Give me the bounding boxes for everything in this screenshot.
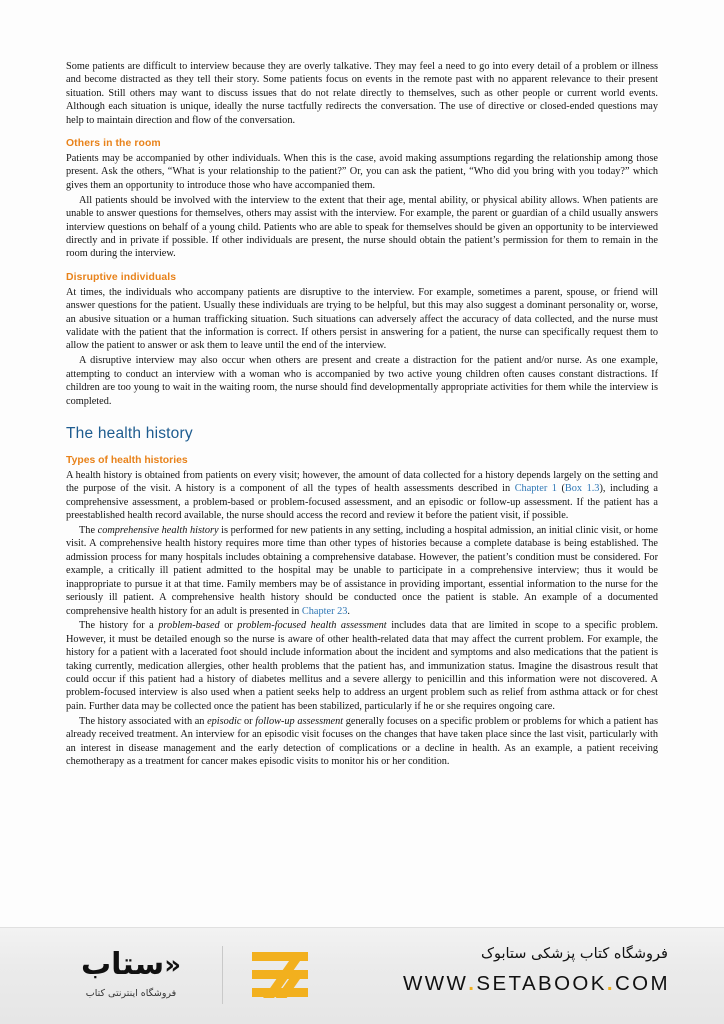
heading-types-of-health-histories: Types of health histories — [66, 454, 188, 466]
paragraph-health-history-overview — [66, 469, 658, 523]
cross-reference-chapter-23[interactable]: Chapter 23 — [301, 605, 348, 617]
paragraph-comprehensive-health-history — [66, 524, 658, 618]
footer-divider — [222, 946, 223, 1004]
text-segment: The — [79, 525, 98, 537]
logo-wordmark-text: ستاب — [81, 947, 165, 982]
text-segment: The history associated with an — [79, 715, 208, 727]
text-segment: . — [347, 605, 350, 617]
setabook-logo-farsi — [56, 948, 206, 999]
paragraph-others-accompanying: Patients may be accompanied by other individuals. When this is the case, avoid making assumptions regarding the relationship among those present. Ask the others, “What is your relationship to the patient?” Or, you can ask the patient, “Who did you bring with you today?” which gives them an opportunity to introduce those who have accompanied them. — [66, 153, 658, 191]
url-prefix: WWW — [403, 972, 469, 995]
text-segment: generally focuses on a specific problem or problems for which a patient has already received treatment. An interview for an episodic visit focuses on the changes that have taken place since the last visit, particularly with an interest in disease management and the early detection of complications or a decline in health. As an example, a patient receiving chemotherapy as a treatment for cancer makes episodic visits to monitor his or her condition. — [66, 715, 658, 767]
text-segment: ), including a comprehensive assessment, a problem-based or problem-focused assessment, and an episodic or follow-up assessment. If the patient has a preestablished health record available, the nurse should access the record and review it before the patient visit, if possible. — [66, 483, 658, 522]
emphasis-comprehensive-health-history: comprehensive health history — [97, 525, 219, 537]
paragraph-disruptive-distraction: A disruptive interview may also occur when others are present and create a distraction for the patient and/or nurse. As one example, attempting to conduct an interview with a woman who is accompanied by two active young children often causes constant distractions. If children are too young to wait in the waiting room, the nurse should find developmentally appropriate activities for them while the interview is completed. — [66, 355, 658, 407]
heading-the-health-history: The health history — [66, 424, 193, 442]
url-dot-2: . — [606, 972, 615, 995]
text-segment: or — [241, 715, 256, 727]
paragraph-episodic-history — [66, 715, 658, 769]
footer-site-title-farsi: فروشگاه کتاب پزشکی ستابوک — [480, 946, 668, 962]
heading-disruptive-individuals: Disruptive individuals — [66, 271, 177, 283]
z-mark-icon — [252, 952, 308, 998]
footer-banner — [0, 927, 724, 1024]
url-suffix: COM — [614, 972, 670, 995]
text-segment: A health history is obtained from patients on every visit; however, the amount of data collected for a history depends largely on the setting and the purpose of the visit. A history is a component of all the types of health assessments described in — [66, 469, 658, 495]
emphasis-problem-focused-health-assessment: problem-focused health assessment — [237, 620, 387, 632]
logo-tagline: فروشگاه اینترنتی کتاب — [85, 987, 177, 999]
text-segment: The history for a — [79, 620, 159, 632]
cross-reference-box-1-3[interactable]: Box 1.3 — [564, 483, 600, 495]
text-segment: ( — [556, 483, 565, 495]
footer-site-url[interactable] — [403, 972, 670, 996]
logo-wordmark — [56, 948, 206, 983]
text-segment: includes data that are limited in scope to a specific problem. However, it must be detailed enough so the nurse is aware of other health-related data that may affect the current problem. For example, the history for a patient with a lacerated foot should include information about the incident and symptoms and also medications that the patient is taking currently, medication allergies, other health problems that the patient has, and immunization status. Imagine the disastrous result that could occur if this patient had a history of diabetes mellitus and a severe allergy to penicillin and this information were not discovered. A problem-focused interview is also used when a patient seeks help to address an urgent problem such as relief from asthma attack or for chest pain. Further data may be collected once the patient has been stabilized, particularly if he or she requires ongoing care. — [66, 620, 658, 712]
heading-others-in-the-room: Others in the room — [66, 138, 161, 150]
emphasis-episodic: episodic — [207, 715, 242, 727]
url-body: SETABOOK — [476, 972, 607, 995]
text-segment: is performed for new patients in any setting, including a hospital admission, an initial clinic visit, or home visit. A comprehensive health history requires more time than other types of histories because a complete database is being established. The admission process for many hospitals includes obtaining a comprehensive database. However, the patient’s condition must be considered. For example, a critically ill patient admitted to the hospital may be unable to participate in a comprehensive interview; thus it would be inappropriate to pursue it at that time. Family members may be of assistance in providing important, essential information to the nurse for the seriously ill patient. A comprehensive health history should be conducted once the patient is stable. An example of a documented comprehensive health history for an adult is presented in — [66, 525, 658, 617]
paragraph-talkative-patients: Some patients are difficult to interview because they are overly talkative. They may feel a need to go into every detail of a problem or illness and become distracted as they tell their story. Some patients focus on events in the remote past with no apparent relevance to their present situation. Still others may want to discuss issues that do not relate directly to themselves, such as other people or current world events. Although each situation is unique, ideally the nurse tactfully redirects the conversation. The use of directive or closed-ended questions may help to maintain direction and flow of the conversation. — [66, 61, 658, 126]
paragraph-problem-based-history — [66, 619, 658, 713]
cross-reference-chapter-1[interactable]: Chapter 1 — [514, 483, 557, 495]
paragraph-patient-involvement: All patients should be involved with the interview to the extent that their age, mental ability, or physical ability allows. When patients are unable to answer questions for themselves, others may assist with the interview. For example, the parent or guardian of a child usually answers interview questions on behalf of a young child. Patients who are able to speak for themselves should be given an opportunity to be interviewed directly and in private if possible. If other individuals are present, the nurse should obtain the patient’s permission for them to remain in the room during the interview. — [66, 194, 658, 260]
url-dot-1: . — [468, 972, 477, 995]
emphasis-problem-based: problem-based — [158, 620, 220, 632]
chevron-left-icon: « — [164, 950, 181, 981]
page-content — [66, 60, 658, 768]
text-segment: or — [219, 620, 238, 632]
paragraph-disruptive-answering: At times, the individuals who accompany patients are disruptive to the interview. For example, sometimes a parent, spouse, or friend will answer questions for the patient. Usually these individuals are trying to be helpful, but this may also suggest a dominant personality or, worse, an abusive situation or a human trafficking situation. Such situations can adversely affect the accuracy of data collected, and the nurse must validate with the patient that the information is correct. If others persist in answering for a patient, the nurse can specifically request them to allow the patient to answer or ask them to leave until the end of the interview. — [66, 286, 658, 352]
emphasis-follow-up-assessment: follow-up assessment — [255, 715, 344, 727]
